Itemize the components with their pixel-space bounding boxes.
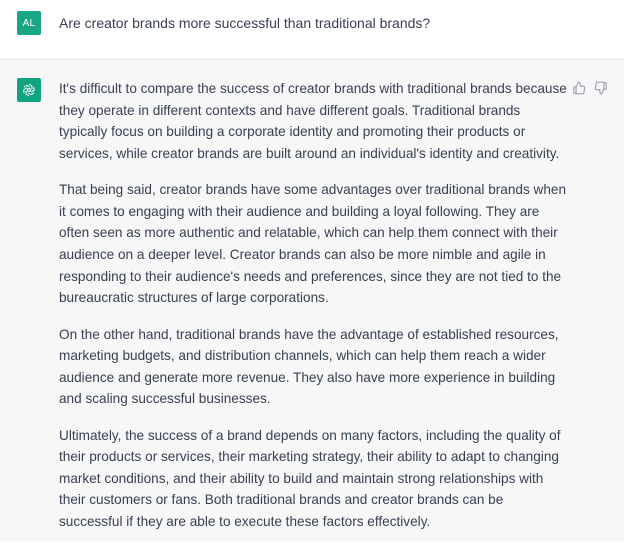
assistant-paragraph: That being said, creator brands have some advantages over traditional brands when it comes to engaging with their audience and building a loyal following. They are often seen as more authentic and relatable, which can help them connect with their audience on a deeper level. Creator brands can also be more nimble and agile in responding to their audience's needs and preferences, since they are not tied to the bureaucratic structures of large corporations.: [59, 182, 567, 306]
openai-logo-icon: [21, 82, 37, 98]
thumbs-up-icon: [572, 81, 586, 95]
user-message-text: Are creator brands more successful than traditional brands?: [59, 15, 431, 31]
thumbs-down-icon: [594, 81, 608, 95]
user-avatar: [17, 11, 41, 35]
thumbs-down-button[interactable]: [593, 80, 609, 96]
assistant-paragraph: On the other hand, traditional brands have the advantage of established resources, marketing budgets, and distribution channels, which can help them reach a wider audience and generate more revenue. They also have more experience in building and scaling successful businesses.: [59, 326, 559, 407]
user-message-row: [0, 0, 624, 60]
assistant-paragraph: Ultimately, the success of a brand depends on many factors, including the quality of their products or services, their marketing strategy, their ability to adapt to changing market conditions, and their ability to build and maintain strong relationships with their customers or fans. Both traditional brands and creator brands can be successful if they are able to execute these factors effectively.: [59, 427, 561, 530]
assistant-paragraph: It's difficult to compare the success of creator brands with traditional brands because they operate in different contexts and have different goals. Traditional brands typically focus on building a corporate identity and promoting their products or services, while creator brands are built around an individual's identity and creativity.: [59, 81, 567, 161]
thumbs-up-button[interactable]: [571, 80, 587, 96]
assistant-avatar: [17, 78, 41, 102]
assistant-message-body: [59, 78, 569, 547]
user-avatar-initials: AL: [22, 17, 36, 29]
assistant-message-row: [0, 60, 624, 541]
